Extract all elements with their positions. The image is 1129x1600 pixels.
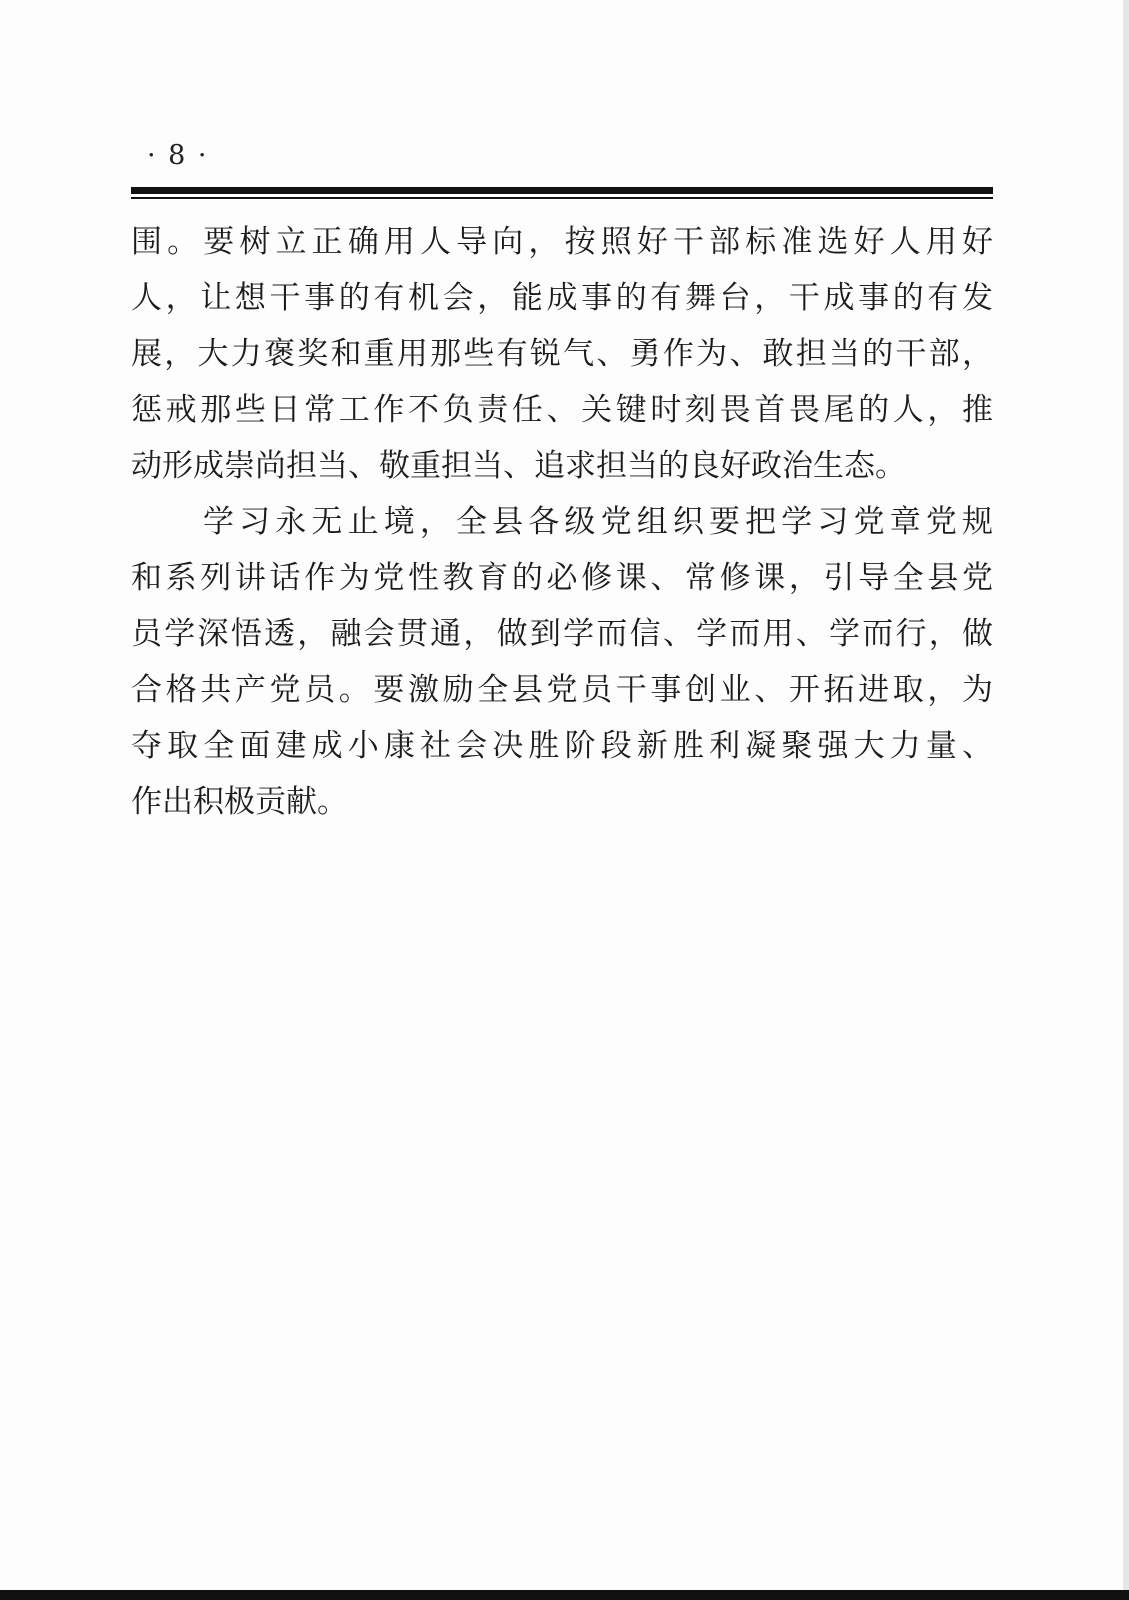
header-rule-thick [131, 187, 993, 194]
text-line: 围。要树立正确用人导向，按照好干部标准选好人用好 [131, 224, 993, 260]
text-line: 作出积极贡献。 [131, 784, 348, 820]
text-line: 合格共产党员。要激励全县党员干事创业、开拓进取，为 [131, 672, 993, 708]
text-line: 动形成崇尚担当、敬重担当、追求担当的良好政治生态。 [131, 448, 906, 484]
scan-right-edge [1123, 0, 1129, 1600]
scan-bottom-edge [0, 1590, 1129, 1600]
text-line: 惩戒那些日常工作不负责任、关键时刻畏首畏尾的人，推 [131, 392, 993, 428]
text-line: 学习永无止境，全县各级党组织要把学习党章党规 [203, 504, 993, 540]
text-line: 和系列讲话作为党性教育的必修课、常修课，引导全县党 [131, 560, 993, 596]
text-line: 员学深悟透，融会贯通，做到学而信、学而用、学而行，做 [131, 616, 993, 652]
text-line: 人，让想干事的有机会，能成事的有舞台，干成事的有发 [131, 280, 993, 316]
page-number: · 8 · [147, 140, 209, 171]
text-line: 展，大力褒奖和重用那些有锐气、勇作为、敢担当的干部， [131, 336, 993, 372]
text-line: 夺取全面建成小康社会决胜阶段新胜利凝聚强大力量、 [131, 728, 993, 764]
header-rule-thin [131, 197, 993, 199]
